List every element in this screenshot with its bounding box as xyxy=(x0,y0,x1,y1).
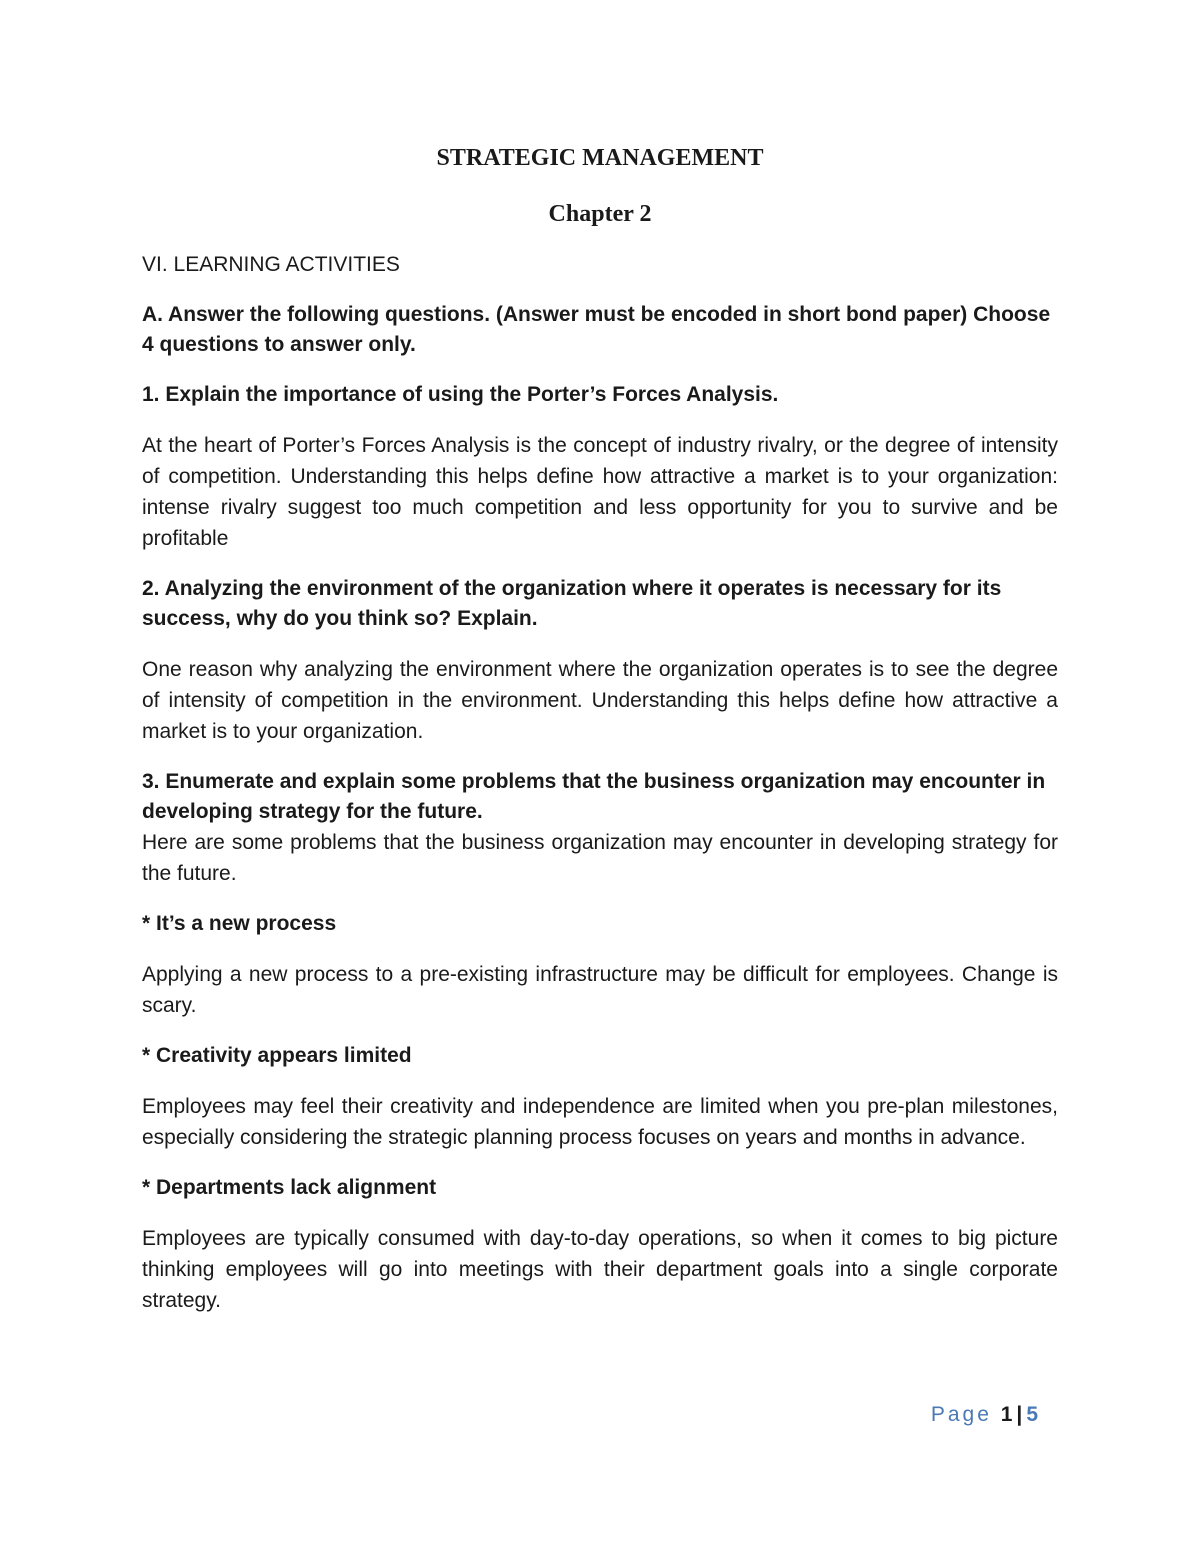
problem-heading: * It’s a new process xyxy=(142,912,337,935)
question-3: 3. Enumerate and explain some problems that the business organization may encounter in developing strategy for the future. xyxy=(142,770,1046,823)
document-title: STRATEGIC MANAGEMENT xyxy=(436,145,764,171)
instruction-text: A. Answer the following questions. (Answer must be encoded in short bond paper) Choose 4 questions to answer only. xyxy=(142,303,1051,356)
problem-heading: * Creativity appears limited xyxy=(142,1044,412,1067)
section-heading: VI. LEARNING ACTIVITIES xyxy=(142,253,400,276)
document-body xyxy=(142,140,1058,1316)
question-1: 1. Explain the importance of using the Porter’s Forces Analysis. xyxy=(142,383,779,406)
answer-2: One reason why analyzing the environment where the organization operates is to see the degree of intensity of competition in the environment. Understanding this helps define how attractive a market is to your organization. xyxy=(142,658,1058,743)
page-number: 1 xyxy=(1000,1403,1013,1426)
question-2: 2. Analyzing the environment of the organization where it operates is necessary for its success, why do you think so? Explain. xyxy=(142,577,1002,630)
problem-heading: * Departments lack alignment xyxy=(142,1176,437,1199)
total-pages: 5 xyxy=(1026,1403,1038,1426)
problem-text: Employees may feel their creativity and independence are limited when you pre-plan milestones, especially considering the strategic planning process focuses on years and months in advance. xyxy=(142,1095,1058,1149)
page-word: Page xyxy=(930,1403,992,1426)
problem-text: Employees are typically consumed with day-to-day operations, so when it comes to big picture thinking employees will go into meetings with their department goals into a single corporate strategy. xyxy=(142,1227,1058,1312)
page-footer xyxy=(931,1403,1038,1427)
chapter-heading: Chapter 2 xyxy=(548,201,652,227)
answer-3-intro: Here are some problems that the business organization may encounter in developing strategy for the future. xyxy=(142,831,1058,885)
answer-1: At the heart of Porter’s Forces Analysis is the concept of industry rivalry, or the degree of intensity of competition. Understanding this helps define how attractive a market is to your organization: intense rivalry suggest too much competition and less opportunity for you to survive and be profitable xyxy=(142,434,1058,550)
problem-text: Applying a new process to a pre-existing infrastructure may be difficult for employees. Change is scary. xyxy=(142,963,1058,1017)
page-separator: | xyxy=(1016,1403,1023,1426)
